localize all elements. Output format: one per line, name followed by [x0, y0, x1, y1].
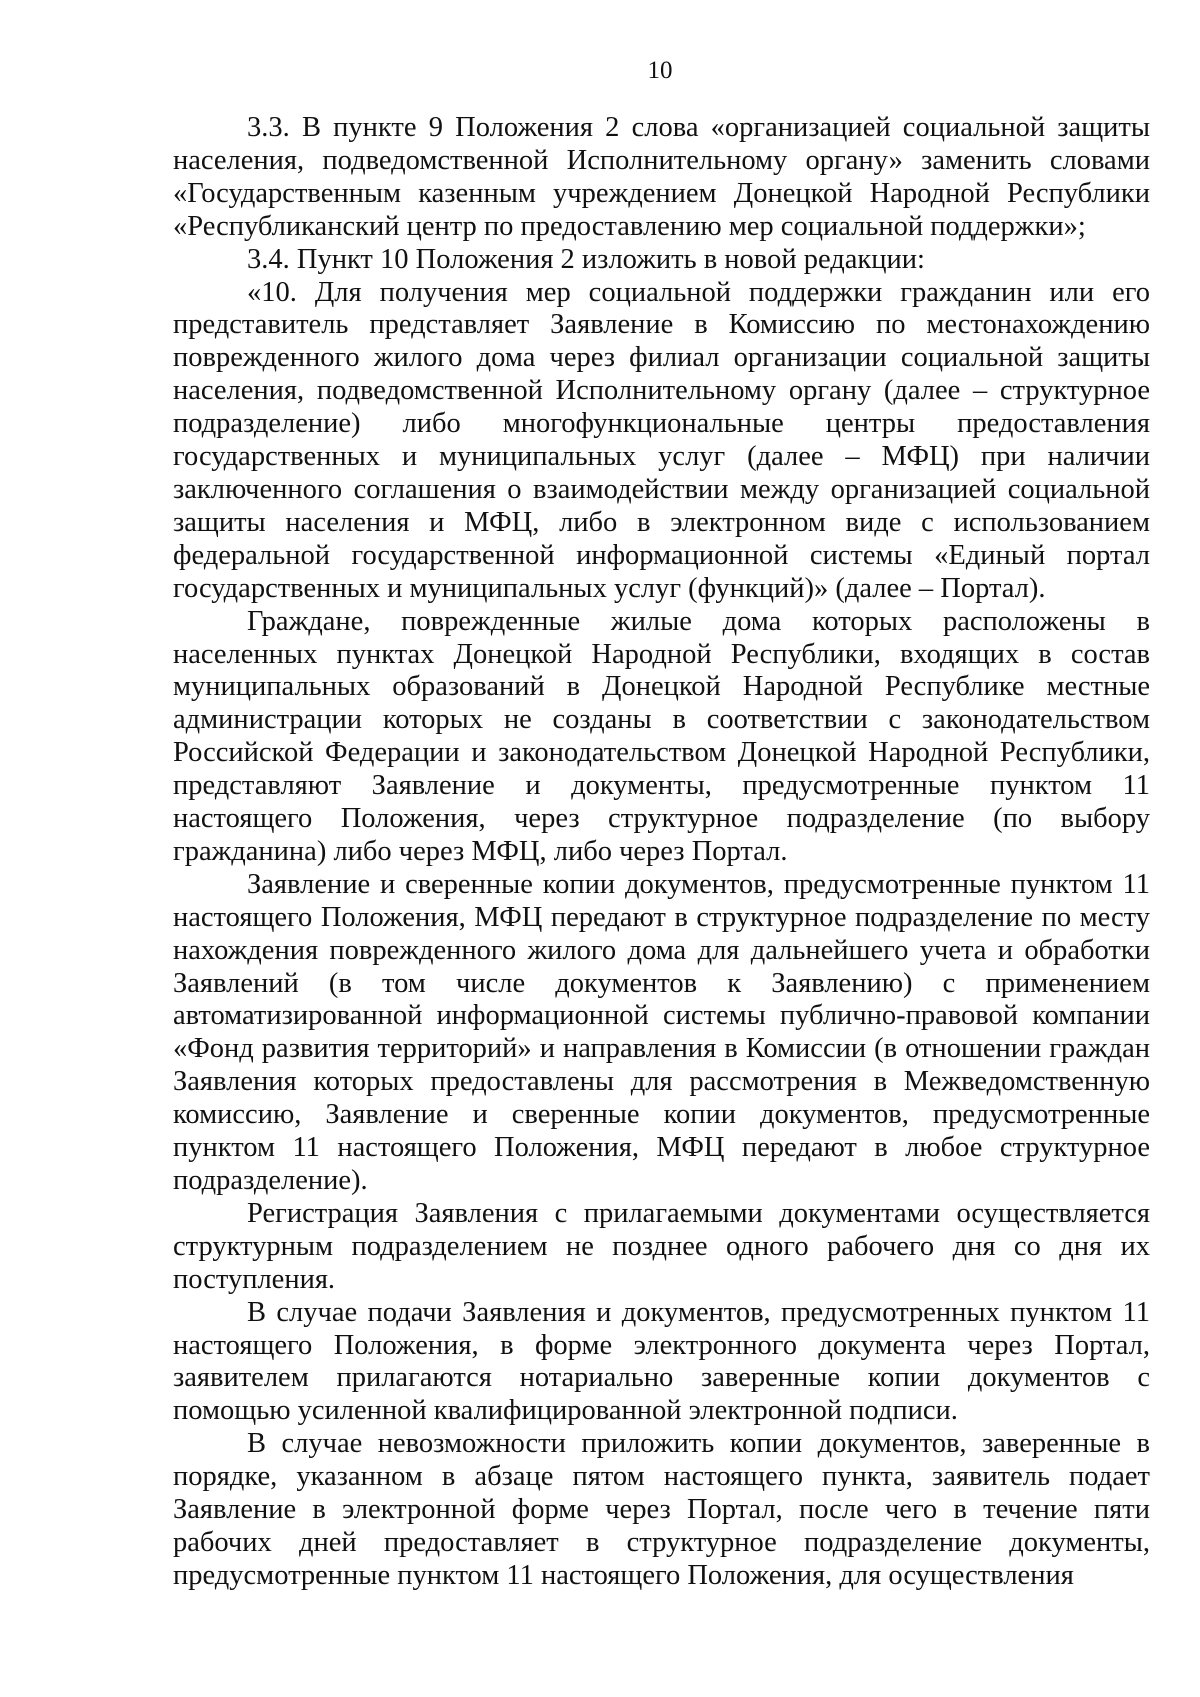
document-body: [173, 112, 1150, 1593]
paragraph-3-3: 3.3. В пункте 9 Положения 2 слова «организацией социальной защиты населения, подведомственной Исполнительному органу» заменить словами «Государственным казенным учреждением Донецкой Народной Республики «Республиканский центр по предоставлению мер социальной поддержки»;: [173, 112, 1150, 242]
paragraph-impossibility: В случае невозможности приложить копии документов, заверенные в порядке, указанном в абзаце пятом настоящего пункта, заявитель подает Заявление в электронной форме через Портал, после чего в течение пяти рабочих дней предоставляет в структурное подразделение документы, предусмотренные пунктом 11 настоящего Положения, для осуществления: [173, 1428, 1150, 1591]
paragraph-mfc-transfer: Заявление и сверенные копии документов, предусмотренные пунктом 11 настоящего Положения, МФЦ передают в структурное подразделение по месту нахождения поврежденного жилого дома для дальнейшего учета и обработки Заявлений (в том числе документов к Заявлению) с применением автоматизированной информационной системы публично-правовой компании «Фонд развития территорий» и направления в Комиссии (в отношении граждан Заявления которых предоставлены для рассмотрения в Межведомственную комиссию, Заявление и сверенные копии документов, предусмотренные пунктом 11 настоящего Положения, МФЦ передают в любое структурное подразделение).: [173, 868, 1150, 1196]
page-number: 10: [647, 57, 673, 84]
paragraph-registration: Регистрация Заявления с прилагаемыми документами осуществляется структурным подразделением не позднее одного рабочего дня со дня их поступления.: [173, 1197, 1150, 1295]
paragraph-citizens: Граждане, поврежденные жилые дома которых расположены в населенных пунктах Донецкой Народной Республики, входящих в состав муниципальных образований в Донецкой Народной Республике местные администрации которых не созданы в соответствии с законодательством Российской Федерации и законодательством Донецкой Народной Республики, представляют Заявление и документы, предусмотренные пунктом 11 настоящего Положения, через структурное подразделение (по выбору гражданина) либо через МФЦ, либо через Портал.: [173, 605, 1150, 867]
paragraph-3-4: 3.4. Пункт 10 Положения 2 изложить в новой редакции:: [247, 243, 925, 275]
paragraph-electronic-submission: В случае подачи Заявления и документов, предусмотренных пунктом 11 настоящего Положения, в форме электронного документа через Портал, заявителем прилагаются нотариально заверенные копии документов с помощью усиленной квалифицированной электронной подписи.: [173, 1296, 1150, 1427]
paragraph-10-intro: «10. Для получения мер социальной поддержки гражданин или его представитель представляет Заявление в Комиссию по местонахождению поврежденного жилого дома через филиал организации социальной защиты населения, подведомственной Исполнительному органу (далее – структурное подразделение) либо многофункциональные центры предоставления государственных и муниципальных услуг (далее – МФЦ) при наличии заключенного соглашения о взаимодействии между организацией социальной защиты населения и МФЦ, либо в электронном виде с использованием федеральной государственной информационной системы «Единый портал государственных и муниципальных услуг (функций)» (далее – Портал).: [173, 276, 1150, 604]
